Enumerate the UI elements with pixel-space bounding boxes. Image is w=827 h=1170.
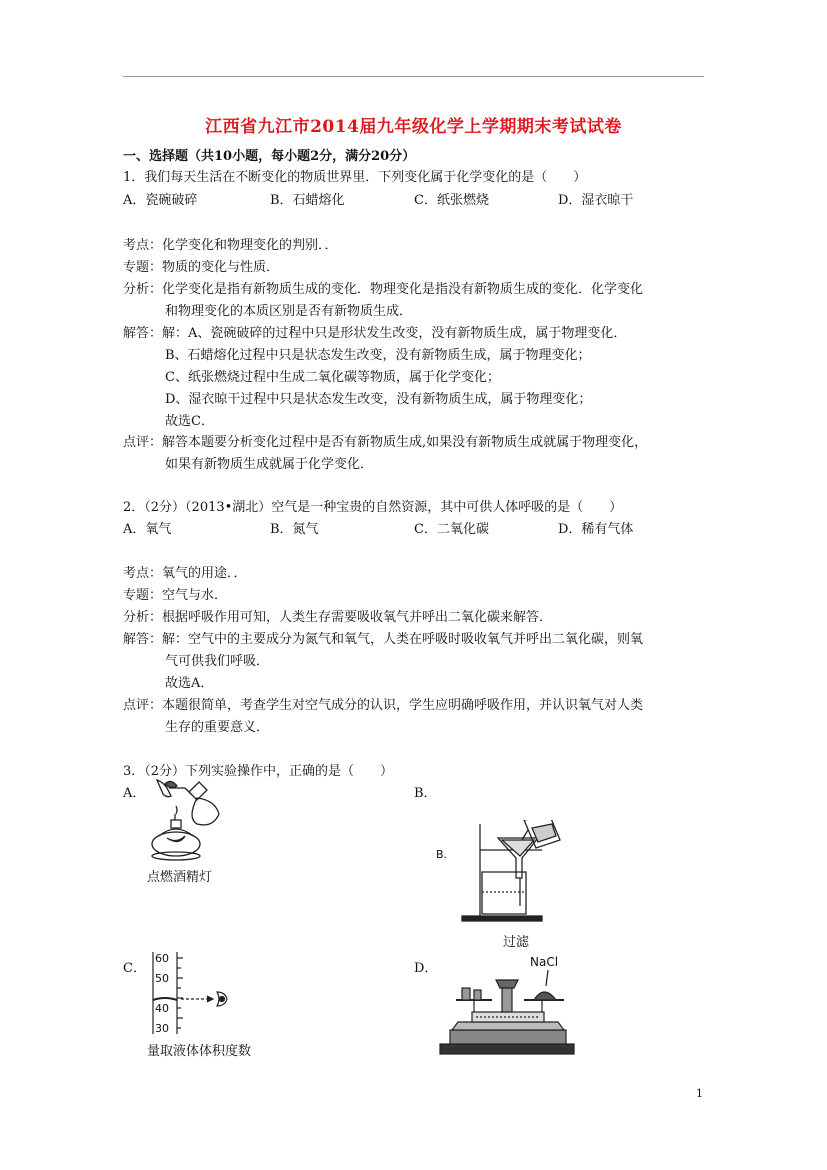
- q3-caption-c: 量取液体体积度数: [147, 1044, 252, 1059]
- q3-caption-b: 过滤: [503, 935, 530, 950]
- q2-dianping-1: 点评：本题很简单，考查学生对空气成分的认识，学生应明确呼吸作用，并认识氧气对人类: [123, 698, 644, 713]
- q2-fenxi: 分析：根据呼吸作用可知，人类生存需要吸收氧气并呼出二氧化碳来解答．: [123, 610, 553, 625]
- q3-option-a-label: A．: [123, 786, 146, 801]
- graduated-cylinder-figure: [145, 950, 245, 1036]
- q1-fenxi-1: 分析：化学变化是指有新物质生成的变化．物理变化是指没有新物质生成的变化．化学变化: [123, 282, 644, 297]
- q2-jieda-1: 解答：解：空气中的主要成分为氮气和氧气，人类在呼吸时吸收氧气并呼出二氧化碳，则氧: [123, 632, 644, 647]
- balance-figure: [436, 952, 578, 1058]
- q3-stem: 3．（2分）下列实验操作中，正确的是（ ）: [123, 764, 394, 779]
- cylinder-tick-30: 30: [155, 1022, 169, 1035]
- section-heading: 一、选择题（共10小题，每小题2分，满分20分）: [123, 149, 416, 164]
- q2-stem: 2．（2分）（2013•湖北）空气是一种宝贵的自然资源，其中可供人体呼吸的是（ ）: [123, 500, 623, 515]
- q2-jieda-2: 气可供我们呼吸．: [165, 654, 270, 669]
- filtration-figure: [432, 820, 572, 922]
- page-title: 江西省九江市2014届九年级化学上学期期末考试试卷: [205, 117, 622, 137]
- filtration-inner-label: B.: [436, 848, 448, 861]
- q3-option-c-label: C．: [123, 961, 146, 976]
- q3-caption-a: 点燃酒精灯: [147, 870, 213, 885]
- q1-option-c: C．纸张燃烧: [414, 193, 489, 208]
- q3-option-b-label: B．: [414, 786, 437, 801]
- q2-option-b: B．氮气: [270, 522, 319, 537]
- q2-option-a: A．氧气: [123, 522, 172, 537]
- cylinder-tick-50: 50: [155, 972, 169, 985]
- q1-dianping-1: 点评：解答本题要分析变化过程中是否有新物质生成,如果没有新物质生成就属于物理变化，: [123, 435, 648, 450]
- cylinder-tick-60: 60: [155, 952, 169, 965]
- nacl-label: NaCl: [530, 955, 559, 969]
- q1-jieda-5: 故选C．: [165, 414, 214, 429]
- q2-option-c: C．二氧化碳: [414, 522, 489, 537]
- q1-kaodian: 考点：化学变化和物理变化的判别．．: [123, 238, 338, 253]
- q2-zhuanti: 专题：空气与水．: [123, 588, 228, 603]
- q1-jieda-1: 解答：解：A、瓷碗破碎的过程中只是形状发生改变，没有新物质生成，属于物理变化．: [123, 326, 627, 341]
- alcohol-lamp-figure: [145, 778, 225, 864]
- q1-jieda-2: B、石蜡熔化过程中只是状态发生改变，没有新物质生成，属于物理变化；: [165, 348, 591, 363]
- q1-jieda-4: D、湿衣晾干过程中只是状态发生改变，没有新物质生成，属于物理变化；: [165, 392, 592, 407]
- q2-option-d: D．稀有气体: [558, 522, 634, 537]
- q1-option-a: A．瓷碗破碎: [123, 193, 198, 208]
- q1-jieda-3: C、纸张燃烧过程中生成二氧化碳等物质，属于化学变化；: [165, 370, 500, 385]
- q1-zhuanti: 专题：物质的变化与性质．: [123, 260, 280, 275]
- q1-option-d: D．湿衣晾干: [558, 193, 634, 208]
- q2-kaodian: 考点：氧气的用途．．: [123, 566, 247, 581]
- cylinder-tick-40: 40: [155, 1002, 169, 1015]
- header-rule: [123, 76, 704, 77]
- q1-stem: 1．我们每天生活在不断变化的物质世界里．下列变化属于化学变化的是（ ）: [123, 170, 587, 185]
- q1-fenxi-2: 和物理变化的本质区别是否有新物质生成．: [165, 304, 413, 319]
- q1-option-b: B．石蜡熔化: [270, 193, 345, 208]
- q2-dianping-2: 生存的重要意义．: [165, 720, 270, 735]
- page-number: 1: [696, 1087, 703, 1100]
- q3-option-d-label: D．: [414, 961, 438, 976]
- q1-dianping-2: 如果有新物质生成就属于化学变化．: [165, 457, 374, 472]
- q2-jieda-3: 故选A．: [165, 676, 214, 691]
